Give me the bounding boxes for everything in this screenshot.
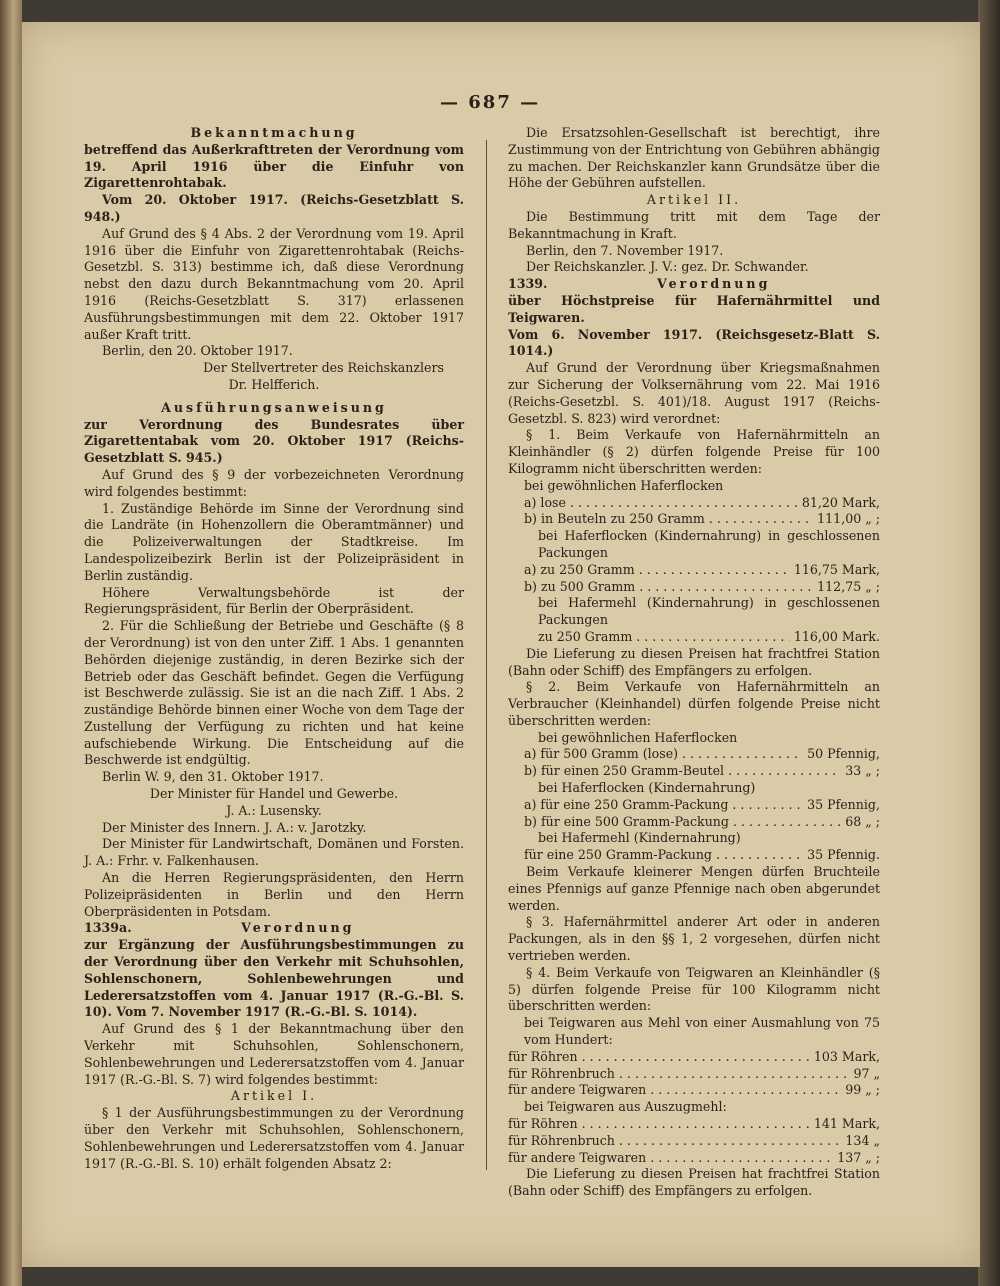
price-label: a) lose . . .	[524, 495, 798, 512]
price-value: 116,75 Mark,	[793, 561, 880, 577]
price-group-heading: bei gewöhnlichen Haferflocken	[538, 729, 738, 745]
signature-line: Der Minister für Landwirtschaft, Domänen und Forsten. J. A.: Frhr. v. Falkenhausen.	[84, 836, 464, 869]
section-number: 1339.	[508, 276, 548, 292]
price-value: 111,00 „ ;	[817, 511, 880, 527]
section-subtitle: über Höchstpreise für Hafernährmittel und Teigwaren.	[508, 292, 880, 325]
price-value: 99 „ ;	[845, 1082, 880, 1098]
paragraph: Die Bestimmung tritt mit dem Tage der Bekanntmachung in Kraft.	[508, 208, 880, 241]
price-value: 50 Pfennig,	[807, 746, 880, 762]
price-label: für Röhrenbruch . . .	[508, 1066, 849, 1083]
price-label: für Röhren . . .	[508, 1049, 810, 1066]
price-row	[508, 763, 880, 780]
price-value: 35 Pfennig,	[807, 796, 880, 812]
signature-name: Dr. Helfferich.	[228, 376, 320, 392]
paragraph: § 1 der Ausführungsbestimmungen zu der Verordnung über den Verkehr mit Schuhsohlen, Sohlenschonern, Sohlenbewehrungen und Lederersatzstoffen vom 4. Januar 1917 (R.-G.-Bl. S. 10) erhält folgenden Absatz 2:	[84, 1105, 464, 1171]
price-group-heading: bei Haferflocken (Kindernahrung)	[538, 780, 756, 796]
price-row	[508, 797, 880, 814]
signature-line: Der Stellvertreter des Reichskanzlers	[203, 360, 444, 376]
price-group-heading: bei Haferflocken (Kindernahrung) in geschlossenen Packungen	[538, 528, 880, 560]
price-value: 137 „ ;	[837, 1149, 880, 1165]
signature-line: Der Minister für Handel und Gewerbe.	[149, 786, 399, 802]
column-divider	[486, 140, 487, 1170]
binding-edge-right	[978, 0, 1000, 1286]
section-title: Ausführungsanweisung	[161, 399, 387, 415]
section-heading	[508, 276, 880, 293]
price-label: b) zu 500 Gramm . . .	[524, 579, 813, 596]
paragraph: § 2. Beim Verkaufe von Hafernährmitteln an Verbraucher (Kleinhandel) dürfen folgende Preise nicht überschritten werden:	[508, 679, 880, 728]
paragraph: Beim Verkaufe kleinerer Mengen dürfen Bruchteile eines Pfennigs auf ganze Pfennige nach oben abgerundet werden.	[508, 864, 880, 913]
paragraph: Auf Grund des § 1 der Bekanntmachung über den Verkehr mit Schuhsohlen, Sohlenschonern, Sohlenbewehrungen und Lederersatzstoffen vom 4. Januar 1917 (R.-G.-Bl. S. 7) wird folgendes bestimmt:	[84, 1021, 464, 1087]
price-label: a) zu 250 Gramm . . .	[524, 562, 790, 579]
paragraph: Auf Grund der Verordnung über Kriegsmaßnahmen zur Sicherung der Volksernährung vom 22. Mai 1916 (Reichs-Gesetzbl. S. 401)/18. August 1917 (Reichs-Gesetzbl. S. 823) wird verordnet:	[508, 360, 880, 426]
price-row	[508, 629, 880, 646]
price-row	[508, 1116, 880, 1133]
price-label: für andere Teigwaren . . .	[508, 1150, 833, 1167]
price-label: a) für 500 Gramm (lose) . . .	[524, 746, 803, 763]
section-subtitle: zur Verordnung des Bundesrates über Zigarettentabak vom 20. Oktober 1917 (Reichs-Gesetzblatt S. 945.)	[84, 416, 464, 466]
price-label: a) für eine 250 Gramm-Packung . . .	[524, 797, 803, 814]
signature-line: J. A.: Lusensky.	[226, 802, 322, 818]
price-label: für Röhren . . .	[508, 1116, 810, 1133]
price-group-heading: bei Teigwaren aus Auszugmehl:	[524, 1099, 727, 1115]
paragraph: § 4. Beim Verkaufe von Teigwaren an Kleinhändler (§ 5) dürfen folgende Preise für 100 Kilogramm nicht überschritten werden:	[508, 964, 880, 1014]
price-label: für andere Teigwaren . . .	[508, 1082, 841, 1099]
page-number: — 687 —	[440, 92, 541, 113]
price-row	[508, 746, 880, 763]
price-group-heading: bei Hafermehl (Kindernahrung) in geschlossenen Packungen	[538, 595, 880, 628]
price-group-heading: bei Hafermehl (Kindernahrung)	[538, 830, 741, 846]
price-value: 97 „	[853, 1065, 880, 1081]
section-heading	[84, 920, 464, 937]
price-label: b) für einen 250 Gramm-Beutel . . .	[524, 763, 841, 780]
paragraph: 1. Zuständige Behörde im Sinne der Verordnung sind die Landräte (in Hohenzollern die Oberamtmänner) und die Polizeiverwaltungen der Stadtkreise. Im Landespolizeibezirk Berlin ist der Polizeipräsident in Berlin zuständig.	[84, 500, 464, 583]
price-value: 134 „	[845, 1132, 880, 1148]
binding-edge-left	[0, 0, 22, 1286]
right-column	[508, 125, 880, 1200]
price-row	[508, 562, 880, 579]
price-row	[508, 1133, 880, 1150]
price-value: 112,75 „ ;	[817, 578, 880, 594]
left-column	[84, 125, 464, 1172]
paragraph: Auf Grund des § 9 der vorbezeichneten Verordnung wird folgendes bestimmt:	[84, 466, 464, 499]
price-row	[508, 579, 880, 596]
paragraph: 2. Für die Schließung der Betriebe und Geschäfte (§ 8 der Verordnung) ist von den unter Ziff. 1 Abs. 1 genannten Behörden diejenige zuständig, in deren Bezirke sich der Betrieb oder das Geschäft befindet. Gegen die Verfügung ist Beschwerde zulässig. Sie ist an die nach Ziff. 1 Abs. 2 zuständige Behörde binnen einer Woche von dem Tage der Zustellung der Verfügung zu richten und hat keine aufschiebende Wirkung. Die Entscheidung auf die Beschwerde ist endgültig.	[84, 618, 464, 768]
price-row	[508, 1082, 880, 1099]
price-row	[508, 1049, 880, 1066]
paragraph: Die Lieferung zu diesen Preisen hat frachtfrei Station (Bahn oder Schiff) des Empfängers zu erfolgen.	[508, 1166, 880, 1199]
addressee: An die Herren Regierungspräsidenten, den Herrn Polizeipräsidenten in Berlin und den Herrn Oberpräsidenten in Potsdam.	[84, 870, 464, 919]
paragraph: Höhere Verwaltungsbehörde ist der Regierungspräsident, für Berlin der Oberpräsident.	[84, 584, 464, 617]
price-value: 33 „ ;	[845, 763, 880, 779]
place-date: Berlin, den 7. November 1917.	[526, 242, 724, 258]
price-row	[508, 1150, 880, 1167]
section-date: Vom 20. Oktober 1917. (Reichs-Gesetzblatt S. 948.)	[84, 192, 464, 224]
place-date: Berlin W. 9, den 31. Oktober 1917.	[102, 769, 324, 785]
section-title: Verordnung	[657, 276, 771, 292]
section-title: Verordnung	[241, 920, 355, 936]
section-subtitle: zur Ergänzung der Ausführungsbestimmungen zu der Verordnung über den Verkehr mit Schuhsohlen, Sohlenschonern, Sohlenbewehrungen und Lederersatzstoffen vom 4. Januar 1917 (R.-G.-Bl. S. 10). Vom 7. November 1917 (R.-G.-Bl. S. 1014).	[84, 937, 464, 1020]
price-row	[508, 495, 880, 512]
price-label: b) für eine 500 Gramm-Packung . . .	[524, 814, 841, 831]
signature-line: Der Minister des Innern. J. A.: v. Jarotzky.	[102, 819, 367, 835]
section-title: Bekanntmachung	[190, 125, 358, 140]
price-group-heading: bei gewöhnlichen Haferflocken	[524, 477, 724, 493]
paragraph: Auf Grund des § 4 Abs. 2 der Verordnung vom 19. April 1916 über die Einfuhr von Zigarettenrohtabak (Reichs-Gesetzbl. S. 313) bestimme ich, daß diese Verordnung nebst den dazu durch Bekanntmachung vom 20. April 1916 (Reichs-Gesetzblatt S. 317) erlassenen Ausführungsbestimmungen mit dem 22. Oktober 1917 außer Kraft tritt.	[84, 225, 464, 342]
price-label: b) in Beuteln zu 250 Gramm . . .	[524, 511, 813, 528]
price-row	[508, 814, 880, 831]
price-group-heading: bei Teigwaren aus Mehl von einer Ausmahlung von 75 vom Hundert:	[524, 1015, 880, 1048]
article-heading: Artikel I.	[230, 1088, 318, 1104]
section-subtitle: betreffend das Außerkrafttreten der Verordnung vom 19. April 1916 über die Einfuhr von Zigarettenrohtabak.	[84, 141, 464, 191]
paragraph: Die Lieferung zu diesen Preisen hat frachtfrei Station (Bahn oder Schiff) des Empfängers zu erfolgen.	[508, 645, 880, 678]
article-heading: Artikel II.	[646, 192, 742, 208]
price-value: 81,20 Mark,	[801, 494, 880, 510]
price-value: 68 „ ;	[845, 813, 880, 829]
price-value: 116,00 Mark.	[793, 628, 880, 644]
section-date: Vom 6. November 1917. (Reichsgesetz-Blatt S. 1014.)	[508, 326, 880, 359]
price-row	[508, 847, 880, 864]
price-label: für eine 250 Gramm-Packung . . .	[524, 847, 803, 864]
price-label: für Röhrenbruch . . .	[508, 1133, 841, 1150]
price-value: 141 Mark,	[813, 1116, 880, 1132]
place-date: Berlin, den 20. Oktober 1917.	[102, 343, 293, 359]
price-label: zu 250 Gramm . . .	[538, 629, 790, 646]
price-value: 35 Pfennig.	[807, 847, 880, 863]
paragraph: § 1. Beim Verkaufe von Hafernährmitteln an Kleinhändler (§ 2) dürfen folgende Preise für 100 Kilogramm nicht überschritten werden:	[508, 427, 880, 476]
signature-line: Der Reichskanzler. J. V.: gez. Dr. Schwander.	[526, 259, 809, 275]
section-number: 1339a.	[84, 920, 132, 936]
paragraph: Die Ersatzsohlen-Gesellschaft ist berechtigt, ihre Zustimmung von der Entrichtung von Gebühren abhängig zu machen. Der Reichskanzler kann Grundsätze über die Höhe der Gebühren aufstellen.	[508, 125, 880, 191]
paragraph: § 3. Hafernährmittel anderer Art oder in anderen Packungen, als in den §§ 1, 2 vorgesehen, dürfen nicht vertrieben werden.	[508, 914, 880, 964]
price-row	[508, 511, 880, 528]
price-value: 103 Mark,	[813, 1048, 880, 1064]
price-row	[508, 1066, 880, 1083]
